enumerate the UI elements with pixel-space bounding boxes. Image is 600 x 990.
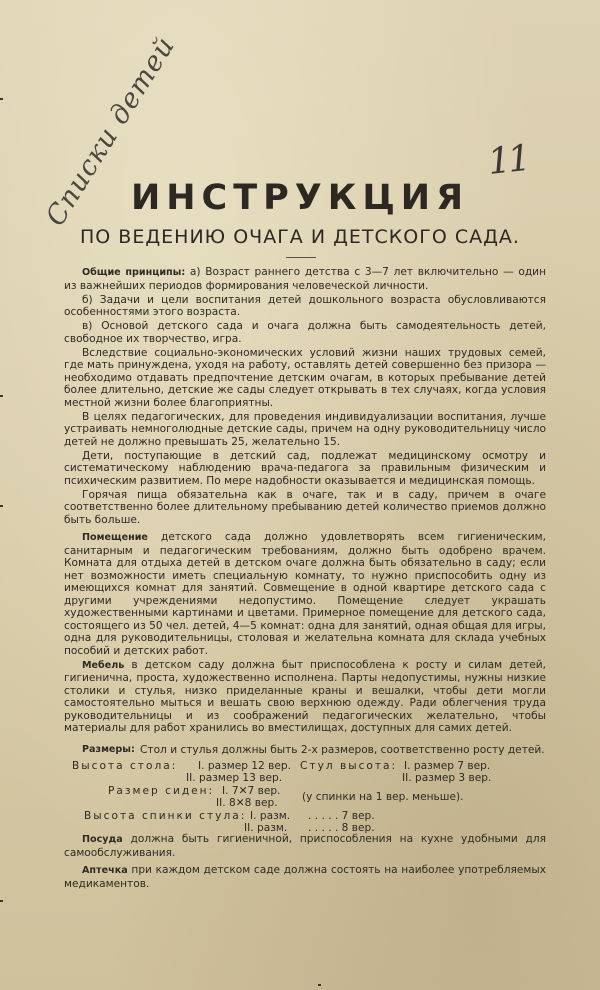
back-height-1: I. разм. — [250, 809, 291, 822]
document-body — [64, 266, 546, 736]
title-divider — [286, 257, 316, 258]
table-height-2: II. размер 13 вер. — [186, 772, 283, 784]
edge-mark — [0, 900, 3, 902]
seat-size-1: I. 7✕7 вер. — [222, 784, 281, 797]
seat-size-2: II. 8✕8 вер. — [216, 797, 278, 809]
chair-height-2: II. размер 3 вер. — [402, 772, 492, 784]
paragraph-text: при каждом детском саде должна состоять на наиболее употребляемых медикаментов. — [64, 864, 547, 890]
paragraph-principles-a — [64, 266, 546, 292]
sizes-lead: Размеры: — [82, 744, 135, 755]
handwritten-note: Списки детей — [40, 31, 182, 232]
paragraph-text: В целях педагогических, для проведения индивидуализации воспитания, лучше устраивать немноголюдные детские сады, причем на одну руководительницу число детей не должно превышать 25, желательно 15. — [64, 410, 546, 448]
sizes-section — [64, 744, 546, 835]
paragraph-text: Горячая пища обязательна как в очаге, так и в саду, причем в очаге соответственно более длительному пребыванию детей количество приемов должно быть больше. — [64, 488, 546, 526]
back-height-1-value: . . . . . 7 вер. — [308, 809, 375, 822]
paragraph-first-aid — [64, 864, 546, 890]
back-height-2: II. разм. — [244, 822, 288, 834]
document-subtitle: ПО ВЕДЕНИЮ ОЧАГА И ДЕТСКОГО САДА. — [80, 226, 520, 248]
back-height-label: Высота спинки стула: — [84, 809, 247, 822]
table-height-1: I. размер 12 вер. — [198, 759, 292, 772]
sizes-row-4 — [64, 791, 546, 810]
paragraph-text: в детском саду должна быт приспособлена к росту и силам детей, гигиенична, проста, художественно исполнена. Парты недопустимы, нужны низкие столики и стулья, низко приделанные краны и вешалки, чтобы дети могли самостоятельно мыться и вешать свою верхнюю одежду. Ради облегчения труда руководительницы и из соображений педагогических желательно, чтобы материалы для работ хранились во вместилищах, доступных для самих детей. — [64, 658, 546, 734]
table-height-label: Высота стола: — [72, 759, 178, 772]
paragraph-dishes — [64, 833, 546, 859]
paragraph-principles-c — [64, 320, 546, 345]
back-height-2-value: . . . . . 8 вер. — [308, 822, 375, 834]
paragraph-text: Вследствие социально-экономических условий жизни наших трудовых семей, где мать принуждена, уходя на работу, оставлять детей совершенно без призора — необходимо отдавать предпочтение детским очагам, в которых пребывание детей более длительно, детские же сады следует открывать в тех случаях, когда условия местной жизни более благоприятны. — [64, 346, 546, 409]
paragraph-socioeconomic — [64, 347, 546, 410]
edge-mark — [0, 395, 3, 397]
sizes-row-2 — [64, 772, 546, 785]
paragraph-text: б) Задачи и цели воспитания детей дошкольного возраста обусловливаются особенностями этого возраста. — [64, 293, 546, 318]
sizes-row-1 — [64, 760, 546, 773]
edge-mark — [0, 505, 3, 507]
document-title: ИНСТРУКЦИЯ — [130, 178, 470, 218]
edge-mark — [0, 98, 3, 100]
paragraph-premises — [64, 531, 546, 657]
chair-height-label: Стул высота: — [300, 759, 398, 772]
paragraph-lead: Общие принципы: — [82, 267, 186, 278]
paragraph-text: Дети, поступающие в детский сад, подлежат медицинскому осмотру и систематическому наблюдению врача-педагога за правильным физическим и психическим развитием. По мере надобности оказывается и медицинская помощь. — [64, 449, 546, 487]
paragraph-lead: Посуда — [82, 834, 123, 845]
paragraph-food — [64, 489, 546, 527]
seat-size-label: Размер сиден: — [108, 784, 215, 797]
paragraph-medical — [64, 450, 546, 488]
paragraph-text: должна быть гигиеничной, приспособления на кухне удобными для самообслуживания. — [64, 833, 546, 859]
paragraph-text: а) Возраст раннего детства с 3—7 лет включительно — один из важнейших периодов формирования человеческой личности. — [64, 266, 546, 292]
paragraph-principles-b — [64, 294, 546, 319]
paragraph-lead: Помещение — [82, 532, 148, 543]
seat-note: (у спинки на 1 вер. меньше). — [302, 791, 464, 803]
sizes-intro: Стол и стулья должны быть 2-х размеров, соответственно росту детей. — [140, 744, 545, 756]
paragraph-text: детского сада должно удовлетворять всем гигиеническим, санитарным и педагогическим требованиям, должно быть одобрено врачем. Комната для отдыха детей в детском очаге должна быть обязательно в саду; если нет возможности иметь специальную комнату, то нужно приспособить одну из имеющихся комнат для занятий. Совмещение в одной квартире детского сада с другими учреждениями недопустимо. Помещение следует украшать художественными картинами и цветами. Примерное помещение для детского сада, состоящего из 50 чел. детей, 4—5 комнат: одна для занятий, одная общая для игры, одна для руководительницы, столовая и желательна комната для склада учебных пособий и детских работ. — [64, 531, 546, 657]
paragraph-furniture — [64, 659, 546, 735]
paragraph-lead: Аптечка — [82, 865, 128, 876]
paragraph-pedagogical — [64, 411, 546, 449]
chair-height-1: I. размер 7 вер. — [404, 759, 491, 772]
edge-mark — [318, 984, 321, 986]
paragraph-text: в) Основой детского сада и очага должна быть самодеятельность детей, свободное их творчество, игра. — [64, 320, 546, 345]
sizes-row-5 — [64, 810, 546, 823]
sizes-intro-row — [64, 744, 546, 757]
handwritten-mark: 11 — [485, 138, 530, 183]
paragraph-lead: Мебель — [82, 659, 125, 671]
closing-section — [64, 833, 546, 895]
